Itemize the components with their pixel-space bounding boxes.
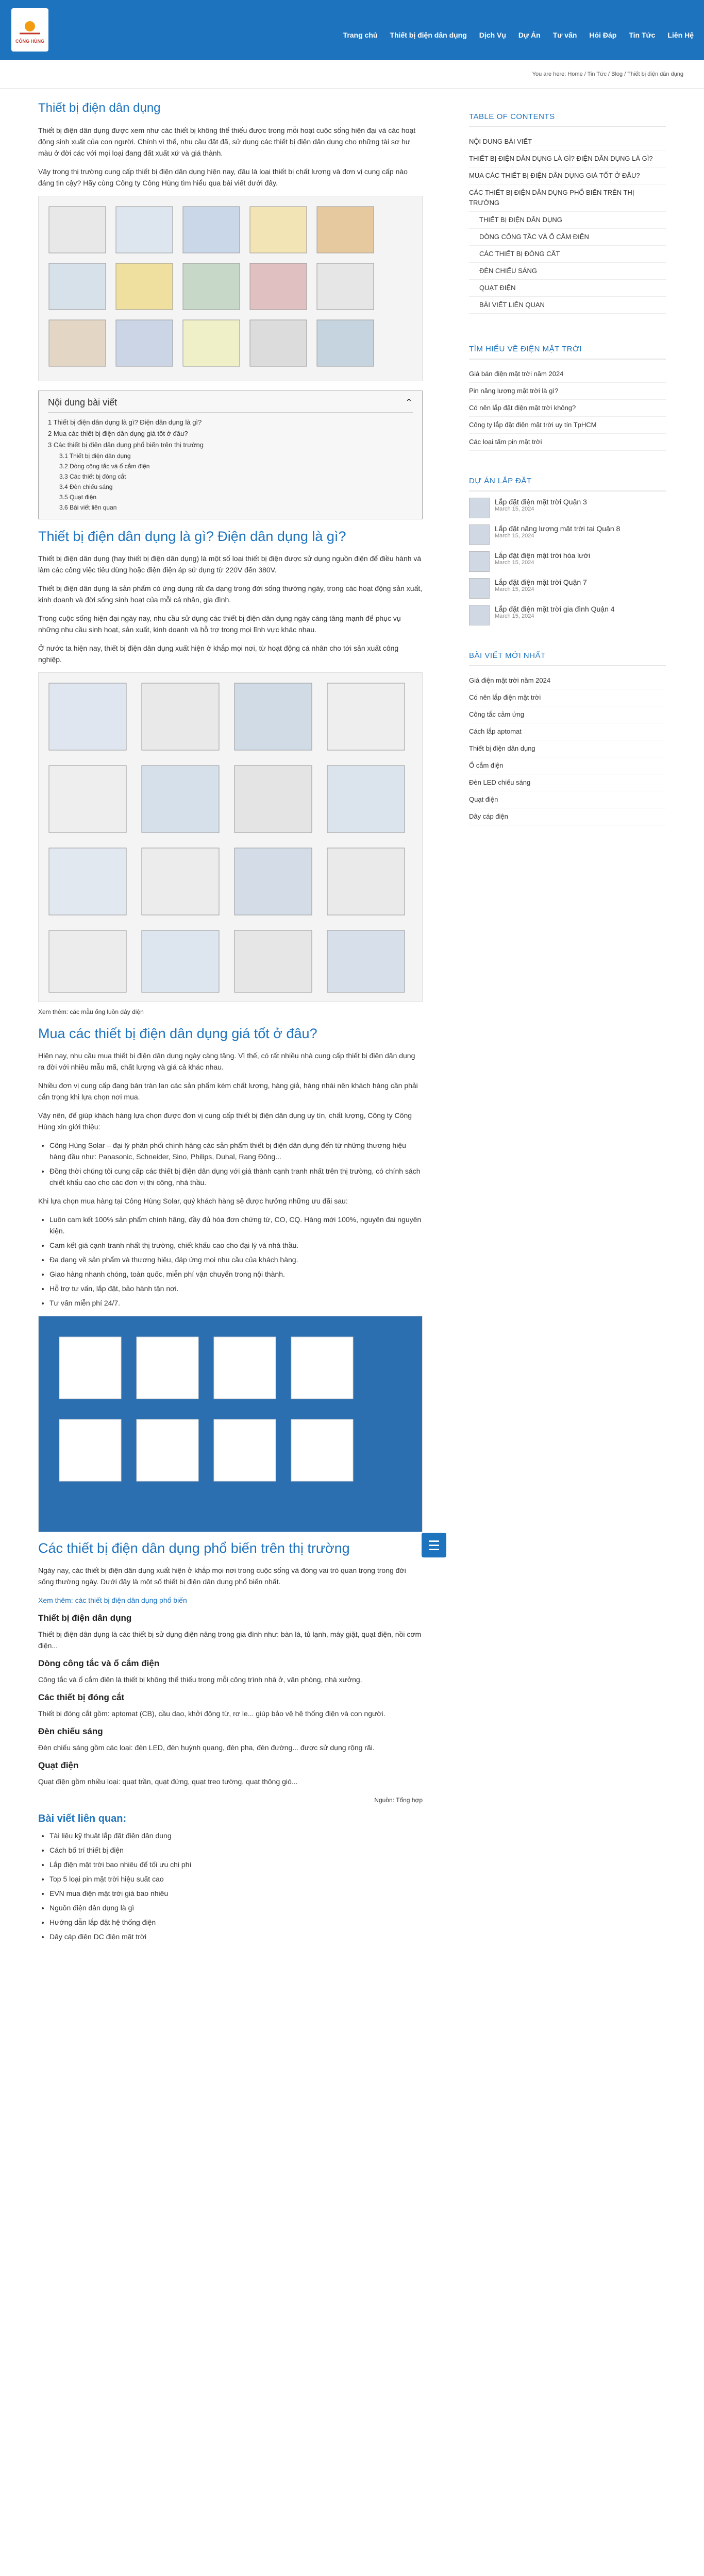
sidebar-news-item[interactable]: Pin năng lượng mặt trời là gì?	[469, 383, 666, 400]
bullet-list	[49, 1214, 423, 1309]
section-paragraph: Trong cuộc sống hiện đại ngày nay, nhu cầu sử dụng các thiết bị điện dân dụng ngày càng tăng mạnh để phục vụ những nhu cầu sinh hoạt, sản xuất, kinh doanh và hỗ trợ trong mọi lĩnh vực khác nhau.	[38, 614, 401, 634]
project-item[interactable]	[469, 605, 666, 625]
sidebar-recent-item[interactable]: Đèn LED chiếu sáng	[469, 774, 666, 791]
related-link[interactable]: • Hướng dẫn lắp đặt hệ thống điện	[49, 1917, 423, 1928]
section-paragraph: Công tắc và ổ cắm điện là thiết bị không thể thiếu trong mỗi công trình nhà ở, văn phòng, nhà xưởng.	[38, 1675, 362, 1684]
toc-toggle-icon[interactable]: ⌃	[405, 397, 413, 408]
nav-item-products[interactable]: Thiết bị điện dân dụng	[390, 31, 467, 39]
nav-item-news[interactable]: Tin Tức	[629, 31, 656, 39]
article	[38, 101, 423, 1950]
intro-paragraph: Vậy trong thị trường cung cấp thiết bị điện dân dụng hiện nay, đâu là loại thiết bị chất lượng và đơn vị cung cấp nào đáng tin cậy? Hãy cùng Công ty Công Hùng tìm hiểu qua bài viết dưới đây.	[38, 167, 408, 187]
toc-item[interactable]: 2 Mua các thiết bị điện dân dụng giá tốt ở đâu?	[48, 430, 188, 437]
related-list	[49, 1830, 423, 1942]
sidebar-recent-title: BÀI VIẾT MỚI NHẤT	[469, 651, 546, 660]
nav-item-contact[interactable]: Liên Hệ	[667, 31, 694, 39]
sidebar-recent-item[interactable]: Công tắc cảm ứng	[469, 706, 666, 723]
section-heading: Thiết bị điện dân dụng là gì? Điện dân dụng là gì?	[38, 529, 346, 544]
section-paragraph: Thiết bị đóng cắt gồm: aptomat (CB), cầu dao, khởi động từ, rơ le... giúp bảo vệ hệ thống điện và con người.	[38, 1709, 385, 1718]
sidebar-toc-item[interactable]: THIẾT BỊ ĐIỆN DÂN DỤNG LÀ GÌ? ĐIỆN DÂN DỤNG LÀ GÌ?	[469, 150, 666, 167]
project-title[interactable]: Lắp đặt điện mặt trời Quận 7	[495, 578, 587, 586]
related-link[interactable]: • Cách bố trí thiết bị điện	[49, 1844, 423, 1856]
section-paragraph: Quạt điện gồm nhiều loại: quạt trần, quạt đứng, quạt treo tường, quạt thông gió...	[38, 1777, 298, 1786]
toc-subitem[interactable]: 3.6 Bài viết liên quan	[59, 504, 117, 511]
section-paragraph: Ở nước ta hiện nay, thiết bị điện dân dụng xuất hiện ở khắp mọi nơi, từ hoạt động cá nhân cho tới sản xuất công nghiệp.	[38, 644, 399, 664]
sidebar-toc-subitem[interactable]: CÁC THIẾT BỊ ĐÓNG CẮT	[469, 246, 666, 263]
related-link[interactable]: Xem thêm: các thiết bị điện dân dụng phổ biến	[38, 1596, 187, 1604]
breadcrumb-bar	[0, 60, 704, 89]
related-link[interactable]: • Tài liệu kỹ thuật lắp đặt điện dân dụng	[49, 1830, 423, 1841]
sidebar-recent-item[interactable]: Quạt điện	[469, 791, 666, 808]
sidebar-recent-item[interactable]: Cách lắp aptomat	[469, 723, 666, 740]
project-title[interactable]: Lắp đặt điện mặt trời hòa lưới	[495, 551, 590, 560]
related-link[interactable]: • Top 5 loại pin mặt trời hiệu suất cao	[49, 1873, 423, 1885]
project-item[interactable]	[469, 524, 666, 545]
section-paragraph: Ngày nay, các thiết bị điện dân dụng xuất hiện ở khắp mọi nơi trong cuộc sống và đóng vai trò quan trọng trong đời sống thường ngày. Dưới đây là một số thiết bị điện dân dụng phổ biến nhất.	[38, 1566, 406, 1586]
project-title[interactable]: Lắp đặt điện mặt trời gia đình Quận 4	[495, 605, 615, 613]
sidebar-toc-item[interactable]: MUA CÁC THIẾT BỊ ĐIỆN DÂN DỤNG GIÁ TỐT Ở ĐÂU?	[469, 167, 666, 184]
related-title: Bài viết liên quan:	[38, 1813, 127, 1824]
project-thumbnail	[469, 578, 490, 599]
header-bar	[0, 0, 704, 60]
table-of-contents	[38, 391, 423, 519]
project-date: March 15, 2024	[495, 533, 534, 539]
subsection-heading: Các thiết bị đóng cắt	[38, 1692, 125, 1702]
sun-logo-icon	[16, 16, 43, 37]
switch-socket-image	[38, 1316, 423, 1532]
list-item: • Giao hàng nhanh chóng, toàn quốc, miễn phí vận chuyển trong nội thành.	[49, 1268, 423, 1280]
related-link[interactable]: • Lắp điện mặt trời bao nhiêu để tối ưu chi phí	[49, 1859, 423, 1870]
nav-item-consult[interactable]: Tư vấn	[552, 31, 577, 39]
sidebar-recent-item[interactable]: Giá điện mặt trời năm 2024	[469, 672, 666, 689]
main-nav	[343, 31, 694, 39]
sockets-illustration	[39, 1316, 423, 1532]
logo[interactable]	[11, 8, 48, 52]
toc-subitem[interactable]: 3.4 Đèn chiếu sáng	[59, 483, 113, 490]
bullet-list	[49, 1140, 423, 1188]
project-thumbnail	[469, 551, 490, 572]
section-paragraph: Thiết bị điện dân dụng là sản phẩm có ứng dụng rất đa dạng trong đời sống thường ngày, trong các hoạt động sản xuất, kinh doanh và đời sống sinh hoạt của mỗi cá nhân, gia đình.	[38, 584, 423, 604]
section-paragraph: Đèn chiếu sáng gồm các loại: đèn LED, đèn huỳnh quang, đèn pha, đèn đường... được sử dụng rộng rãi.	[38, 1743, 375, 1752]
sidebar-recent-item[interactable]: Thiết bị điện dân dụng	[469, 740, 666, 757]
appliance-collage-image	[38, 672, 423, 1002]
project-title[interactable]: Lắp đặt điện mặt trời Quận 3	[495, 498, 587, 506]
list-item: • Đồng thời chúng tôi cung cấp các thiết bị điện dân dụng với giá thành cạnh tranh nhất trên thị trường, có chính sách chiết khấu cao cho các đơn vị thi công, nhà thầu.	[49, 1165, 423, 1188]
products-illustration	[39, 196, 423, 381]
list-item: • Tư vấn miễn phí 24/7.	[49, 1297, 423, 1309]
product-collage-image	[38, 196, 423, 381]
list-item: • Đa dạng về sản phẩm và thương hiệu, đáp ứng mọi nhu cầu của khách hàng.	[49, 1254, 423, 1265]
toc-subitem[interactable]: 3.2 Dòng công tắc và ổ cắm điện	[59, 463, 150, 470]
related-link[interactable]: • EVN mua điện mặt trời giá bao nhiêu	[49, 1888, 423, 1899]
toc-subitem[interactable]: 3.1 Thiết bị điện dân dụng	[59, 452, 131, 460]
subsection-heading: Thiết bị điện dân dụng	[38, 1613, 132, 1623]
subsection-heading: Đèn chiếu sáng	[38, 1726, 103, 1736]
menu-toggle-button[interactable]	[422, 1533, 446, 1557]
project-item[interactable]	[469, 551, 666, 572]
toc-item[interactable]: 3 Các thiết bị điện dân dụng phổ biến trên thị trường	[48, 441, 204, 449]
section-heading: Các thiết bị điện dân dụng phổ biến trên thị trường	[38, 1540, 350, 1556]
image-caption[interactable]: Xem thêm: các mẫu ống luồn dây điện	[38, 1008, 144, 1015]
sidebar-recent-item[interactable]: Có nên lắp điện mặt trời	[469, 689, 666, 706]
section-paragraph: Hiện nay, nhu cầu mua thiết bị điện dân dụng ngày càng tăng. Vì thế, có rất nhiều nhà cung cấp thiết bị điện dân dụng ra đời với nhiều mẫu mã, chất lượng và giá cả khác nhau.	[38, 1052, 415, 1071]
breadcrumb: You are here: Home / Tin Tức / Blog / Thiết bị điện dân dụng	[532, 71, 683, 77]
section-paragraph: Thiết bị điện dân dụng là các thiết bị sử dụng điện năng trong gia đình như: bàn là, tủ lạnh, máy giặt, quạt điện, nồi cơm điện...	[38, 1630, 422, 1650]
toc-subitem[interactable]: 3.3 Các thiết bị đóng cắt	[59, 473, 126, 480]
toc-title: Nội dung bài viết	[48, 397, 118, 408]
toc-subitem[interactable]: 3.5 Quạt điện	[59, 494, 97, 501]
list-item: • Luôn cam kết 100% sản phẩm chính hãng, đầy đủ hóa đơn chứng từ, CO, CQ. Hàng mới 100%, nguyên đai nguyên kiện.	[49, 1214, 423, 1236]
sidebar-news-item[interactable]: Giá bán điện mặt trời năm 2024	[469, 366, 666, 383]
project-date: March 15, 2024	[495, 613, 534, 619]
project-thumbnail	[469, 524, 490, 545]
section-paragraph: Nhiều đơn vị cung cấp đang bán tràn lan các sản phẩm kém chất lượng, hàng giả, hàng nhái nên khách hàng cần phải cẩn trọng khi lựa chọn nơi mua.	[38, 1081, 418, 1101]
project-date: March 15, 2024	[495, 560, 534, 566]
sidebar-recent-item[interactable]: Dây cáp điện	[469, 808, 666, 825]
nav-item-home[interactable]: Trang chủ	[343, 31, 378, 39]
sidebar	[469, 101, 666, 825]
list-item: • Công Hùng Solar – đại lý phân phối chính hãng các sản phẩm thiết bị điện dân dụng đến từ những thương hiệu hàng đầu như: Panasonic, Schneider, Sino, Philips, Duhal, Rạng Đông...	[49, 1140, 423, 1162]
subsection-heading: Quạt điện	[38, 1760, 79, 1770]
project-item[interactable]	[469, 498, 666, 518]
section-paragraph: Khi lựa chọn mua hàng tại Công Hùng Solar, quý khách hàng sẽ được hưởng những ưu đãi sau:	[38, 1197, 348, 1205]
sidebar-toc-subitem[interactable]: ĐÈN CHIẾU SÁNG	[469, 263, 666, 280]
intro-paragraph: Thiết bị điện dân dụng được xem như các thiết bị không thể thiếu được trong mỗi hoạt cuộc sống hiện đại và các hoạt động sinh xuất của con người. Chính vì thế, nhu cầu đặt đã, sử dụng các thiết bị điện dân dụng cho những tài sơ hư màu ở đời các với mọi loại đang đất xuất xứ và giá thành.	[38, 126, 416, 157]
nav-item-services[interactable]: Dịch Vụ	[479, 31, 506, 39]
sidebar-news-item[interactable]: Các loại tấm pin mặt trời	[469, 434, 666, 451]
list-item: • Hỗ trợ tư vấn, lắp đặt, bảo hành tận nơi.	[49, 1283, 423, 1294]
subsection-heading: Dòng công tắc và ổ cắm điện	[38, 1658, 160, 1668]
related-link[interactable]: • Dây cáp điện DC điện mặt trời	[49, 1931, 423, 1942]
toc-item[interactable]: 1 Thiết bị điện dân dụng là gì? Điện dân dụng là gì?	[48, 418, 202, 426]
sidebar-toc-item[interactable]: CÁC THIẾT BỊ ĐIỆN DÂN DỤNG PHỔ BIẾN TRÊN THỊ TRƯỜNG	[469, 184, 666, 212]
nav-item-faq[interactable]: Hỏi Đáp	[589, 31, 617, 39]
sidebar-news-item[interactable]: Có nên lắp đặt điện mặt trời không?	[469, 400, 666, 417]
project-item[interactable]	[469, 578, 666, 599]
project-thumbnail	[469, 605, 490, 625]
section-heading: Mua các thiết bị điện dân dụng giá tốt ở đâu?	[38, 1026, 317, 1041]
sidebar-recent-item[interactable]: Ổ cắm điện	[469, 757, 666, 774]
sidebar-projects-title: DỰ ÁN LẮP ĐẶT	[469, 477, 532, 485]
section-paragraph: Thiết bị điện dân dụng (hay thiết bị điện dân dụng) là một số loại thiết bị điện được sử dụng nguồn điện để điều hành và làm các công việc tiêu dùng hoặc điện điện áp sử dụng từ 220V đến 380V.	[38, 554, 422, 574]
source-note: Nguồn: Tổng hợp	[374, 1797, 423, 1804]
project-date: March 15, 2024	[495, 586, 534, 592]
sidebar-toc-title: TABLE OF CONTENTS	[469, 112, 555, 121]
sidebar-news-item[interactable]: Công ty lắp đặt điện mặt trời uy tín TpHCM	[469, 417, 666, 434]
sidebar-toc-subitem[interactable]: QUẠT ĐIỆN	[469, 280, 666, 297]
sidebar-toc-subitem[interactable]: DÒNG CÔNG TẮC VÀ Ổ CẮM ĐIỆN	[469, 229, 666, 246]
logo-text: CÔNG HÙNG	[15, 39, 44, 44]
list-item: • Cam kết giá cạnh tranh nhất thị trường, chiết khấu cao cho đại lý và nhà thầu.	[49, 1240, 423, 1251]
project-date: March 15, 2024	[495, 506, 534, 512]
related-link[interactable]: • Nguồn điện dân dụng là gì	[49, 1902, 423, 1913]
section-paragraph: Vậy nên, để giúp khách hàng lựa chọn được đơn vị cung cấp thiết bị điện dân dụng uy tín, chất lượng, Công ty Công Hùng xin giới thiệu:	[38, 1111, 412, 1131]
page-title: Thiết bị điện dân dụng	[38, 101, 161, 115]
sidebar-toc-item[interactable]: NỘI DUNG BÀI VIẾT	[469, 133, 666, 150]
appliances-illustration	[39, 673, 423, 1002]
hamburger-icon	[422, 1533, 446, 1557]
sidebar-toc-subitem[interactable]: THIẾT BỊ ĐIỆN DÂN DỤNG	[469, 212, 666, 229]
nav-item-projects[interactable]: Dự Án	[518, 31, 541, 39]
project-thumbnail	[469, 498, 490, 518]
sidebar-toc-subitem[interactable]: BÀI VIẾT LIÊN QUAN	[469, 297, 666, 314]
project-title[interactable]: Lắp đặt năng lượng mặt trời tại Quận 8	[495, 524, 621, 533]
sidebar-news-title: TÌM HIỂU VỀ ĐIỆN MẶT TRỜI	[469, 345, 582, 353]
